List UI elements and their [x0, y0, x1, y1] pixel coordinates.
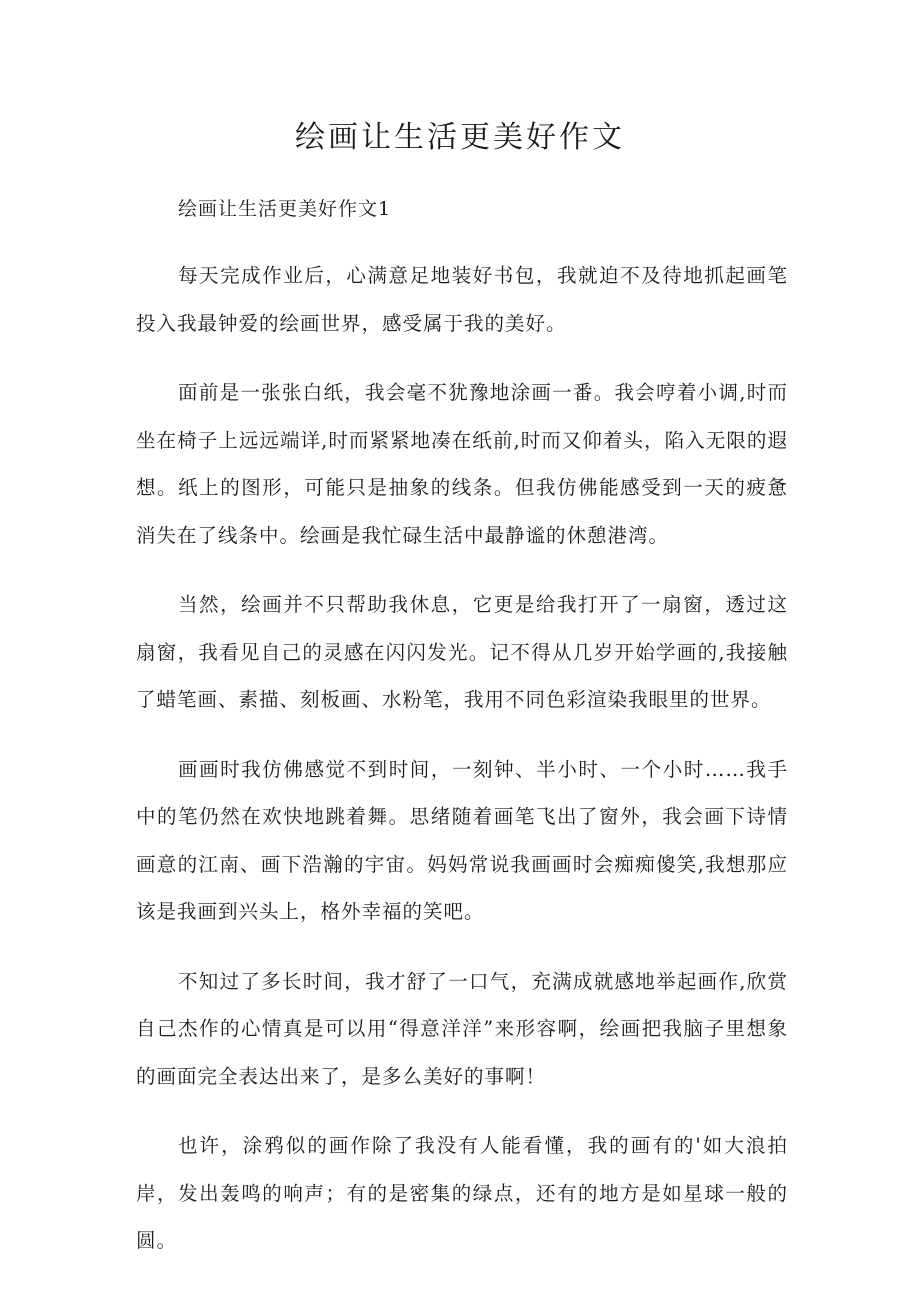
paragraph-1: 每天完成作业后，心满意足地装好书包，我就迫不及待地抓起画笔投入我最钟爱的绘画世界，感受属于我的美好。: [136, 264, 788, 335]
paragraph-3: 当然，绘画并不只帮助我休息，它更是给我打开了一扇窗，透过这扇窗，我看见自己的灵感在闪闪发光。记不得从几岁开始学画的,我接触了蜡笔画、素描、刻板画、水粉笔，我用不同色彩渲染我眼里的世界。: [136, 593, 788, 711]
paragraph-4: 画画时我仿佛感觉不到时间，一刻钟、半小时、一个小时……我手中的笔仍然在欢快地跳着舞。思绪随着画笔飞出了窗外，我会画下诗情画意的江南、画下浩瀚的宇宙。妈妈常说我画画时会痴痴傻笑,我想那应该是我画到兴头上，格外幸福的笑吧。: [136, 757, 788, 923]
section-heading: 绘画让生活更美好作文1: [178, 198, 392, 220]
document-title: 绘画让生活更美好作文: [295, 120, 625, 155]
paragraph-2: 面前是一张张白纸，我会毫不犹豫地涂画一番。我会哼着小调,时而坐在椅子上远远端详,时而紧紧地凑在纸前,时而又仰着头，陷入无限的遐想。纸上的图形，可能只是抽象的线条。但我仿佛能感受到一天的疲惫消失在了线条中。绘画是我忙碌生活中最静谧的休憩港湾。: [136, 381, 788, 547]
paragraph-5: 不知过了多长时间，我才舒了一口气，充满成就感地举起画作,欣赏自己杰作的心情真是可以用“得意洋洋”来形容啊，绘画把我脑子里想象的画面完全表达出来了，是多么美好的事啊！: [136, 969, 788, 1088]
document-body: [136, 190, 788, 1287]
paragraph-6: 也许，涂鸦似的画作除了我没有人能看懂，我的画有的'如大浪拍岸，发出轰鸣的响声；有的是密集的绿点，还有的地方是如星球一般的圆。: [136, 1134, 788, 1252]
